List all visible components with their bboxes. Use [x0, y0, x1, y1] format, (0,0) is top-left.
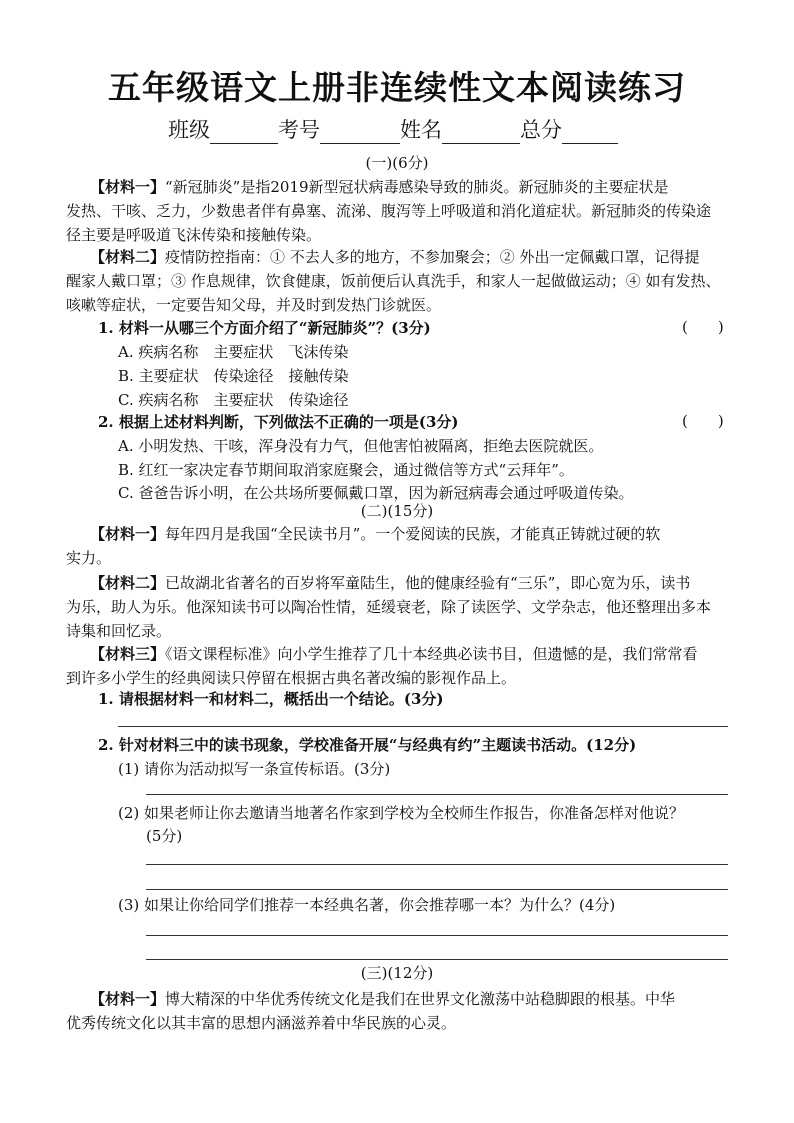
- material-text: 发热、干咳、乏力，少数患者伴有鼻塞、流涕、腹泻等上呼吸道和消化道症状。新冠肺炎的传染途: [66, 202, 712, 220]
- class-label: 班级: [168, 118, 210, 142]
- s3-material-1: [90, 987, 675, 1011]
- option-c: C. 爸爸告诉小明，在公共场所要佩戴口罩，因为新冠病毒会通过呼吸道传染。: [118, 484, 634, 502]
- material-text: 咳嗽等症状，一定要告知父母，并及时到发热门诊就医。: [66, 296, 442, 314]
- material-text: 《语文课程标准》向小学生推荐了几十本经典必读书目，但遗憾的是，我们常常看: [165, 645, 698, 663]
- material-label: 【材料二】: [90, 574, 166, 592]
- answer-line[interactable]: [146, 889, 728, 890]
- exam-no-field[interactable]: [320, 123, 400, 144]
- material-text: 已故湖北省著名的百岁将军童陆生，他的健康经验有“三乐”，即心宽为乐，读书: [165, 574, 691, 592]
- answer-line[interactable]: [146, 935, 728, 936]
- material-text: “新冠肺炎”是指2019新型冠状病毒感染导致的肺炎。新冠肺炎的主要症状是: [165, 178, 669, 196]
- s2-material-3: [90, 642, 698, 666]
- answer-line[interactable]: [118, 726, 728, 727]
- material-label: 【材料一】: [90, 178, 166, 196]
- s1-question-1: 1. 材料一从哪三个方面介绍了“新冠肺炎”？(3分): [98, 319, 431, 337]
- material-label: 【材料三】: [90, 645, 166, 663]
- answer-paren[interactable]: ( ): [682, 412, 724, 430]
- section-1-header: (一)(6分): [365, 154, 429, 172]
- s1-material-1: [90, 175, 669, 199]
- score-field[interactable]: [562, 123, 618, 144]
- material-text: 实力。: [66, 549, 112, 567]
- sub-question-3: (3) 如果让你给同学们推荐一本经典名著，你会推荐哪一本？为什么？(4分): [118, 896, 616, 914]
- material-text: 醒家人戴口罩；③ 作息规律，饮食健康，饭前便后认真洗手，和家人一起做做运动；④ 如有发热、: [66, 272, 721, 290]
- sub-question-2: (2) 如果老师让你去邀请当地著名作家到学校为全校师生作报告，你准备怎样对他说？: [118, 804, 685, 822]
- section-3-header: (三)(12分): [360, 964, 434, 982]
- material-text: 每年四月是我国“全民读书月”。一个爱阅读的民族，才能真正铸就过硬的软: [165, 525, 661, 543]
- s2-material-2: [90, 571, 690, 595]
- class-field[interactable]: [210, 123, 278, 144]
- material-text: 优秀传统文化以其丰富的思想内涵滋养着中华民族的心灵。: [66, 1014, 457, 1032]
- s1-question-2: 2. 根据上述材料判断，下列做法不正确的一项是(3分): [98, 413, 459, 431]
- s1-material-2: [90, 245, 700, 269]
- s2-material-1: [90, 522, 660, 546]
- option-b: B. 主要症状 传染途径 接触传染: [118, 367, 349, 385]
- option-a: A. 疾病名称 主要症状 飞沫传染: [118, 343, 349, 361]
- answer-line[interactable]: [146, 864, 728, 865]
- answer-line[interactable]: [146, 794, 728, 795]
- answer-line[interactable]: [146, 959, 728, 960]
- sub-question-2-score: (5分): [146, 827, 183, 845]
- exam-no-label: 考号: [278, 118, 320, 142]
- option-b: B. 红红一家决定春节期间取消家庭聚会，通过微信等方式“云拜年”。: [118, 461, 574, 479]
- material-text: 诗集和回忆录。: [66, 622, 172, 640]
- score-label: 总分: [520, 118, 562, 142]
- section-2-header: (二)(15分): [360, 502, 434, 520]
- answer-paren[interactable]: ( ): [682, 318, 724, 336]
- material-text: 到许多小学生的经典阅读只停留在根据古典名著改编的影视作品上。: [66, 669, 517, 687]
- material-label: 【材料一】: [90, 525, 166, 543]
- option-c: C. 疾病名称 主要症状 传染途径: [118, 391, 349, 409]
- material-text: 博大精深的中华优秀传统文化是我们在世界文化激荡中站稳脚跟的根基。中华: [165, 990, 676, 1008]
- option-a: A. 小明发热、干咳，浑身没有力气，但他害怕被隔离，拒绝去医院就医。: [118, 437, 604, 455]
- material-label: 【材料二】: [90, 248, 166, 266]
- material-text: 为乐，助人为乐。他深知读书可以陶冶性情，延缓衰老，除了读医学、文学杂志，他还整理出多本: [66, 598, 712, 616]
- s2-question-1: 1. 请根据材料一和材料二，概括出一个结论。(3分): [98, 690, 444, 708]
- sub-question-1: (1) 请你为活动拟写一条宣传标语。(3分): [118, 760, 391, 778]
- s2-question-2: 2. 针对材料三中的读书现象，学校准备开展“与经典有约”主题读书活动。(12分): [98, 736, 637, 754]
- name-label: 姓名: [400, 118, 442, 142]
- name-field[interactable]: [442, 123, 520, 144]
- material-text: 径主要是呼吸道飞沫传染和接触传染。: [66, 226, 322, 244]
- material-label: 【材料一】: [90, 990, 166, 1008]
- student-info-row: [168, 114, 618, 144]
- material-text: 疫情防控指南：① 不去人多的地方，不参加聚会；② 外出一定佩戴口罩，记得提: [165, 248, 700, 266]
- page-title: 五年级语文上册非连续性文本阅读练习: [108, 68, 686, 107]
